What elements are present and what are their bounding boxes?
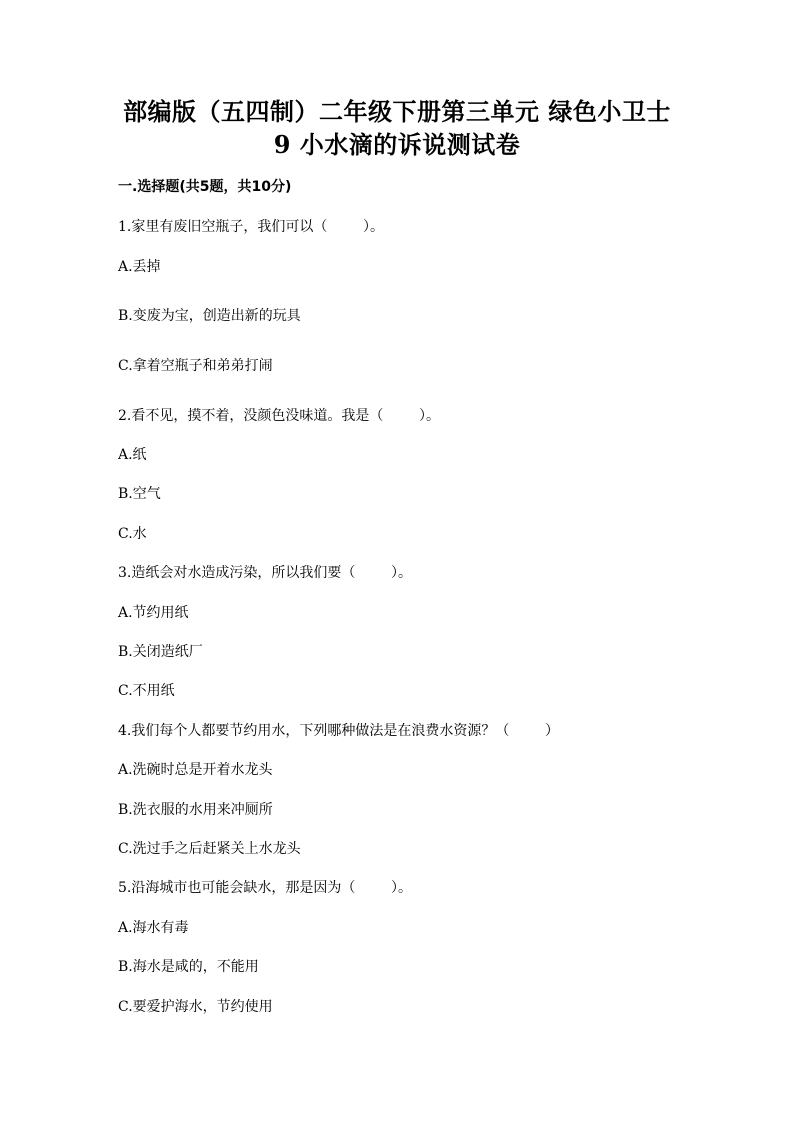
question-3-option-c: C.不用纸 (118, 683, 175, 699)
question-2-stem: 2.看不见，摸不着，没颜色没味道。我是（ ）。 (118, 408, 440, 424)
question-2-option-c: C.水 (118, 526, 147, 542)
question-4-option-c: C.洗过手之后赶紧关上水龙头 (118, 841, 301, 857)
question-5-option-b: B.海水是咸的，不能用 (118, 959, 259, 975)
question-4-option-b: B.洗衣服的水用来冲厕所 (118, 802, 273, 818)
question-1-option-a: A.丢掉 (118, 259, 161, 275)
question-5-stem: 5.沿海城市也可能会缺水，那是因为（ ）。 (118, 880, 412, 896)
question-1-option-b: B.变废为宝，创造出新的玩具 (118, 308, 301, 324)
question-2-option-a: A.纸 (118, 447, 147, 463)
question-3-stem: 3.造纸会对水造成污染，所以我们要（ ）。 (118, 565, 412, 581)
question-5-option-c: C.要爱护海水，节约使用 (118, 999, 273, 1015)
question-2-option-b: B.空气 (118, 486, 161, 502)
question-4-stem: 4.我们每个人都要节约用水，下列哪种做法是在浪费水资源？（ ） (118, 723, 559, 739)
question-3-option-a: A.节约用纸 (118, 605, 189, 621)
document-title-line-1: 部编版（五四制）二年级下册第三单元 绿色小卫士 (123, 97, 671, 126)
document-title-line-2: 9 小水滴的诉说测试卷 (273, 130, 521, 159)
question-5-option-a: A.海水有毒 (118, 920, 189, 936)
section-heading: 一.选择题(共5题，共10分) (118, 179, 292, 195)
question-1-stem: 1.家里有废旧空瓶子，我们可以（ ）。 (118, 219, 384, 235)
question-3-option-b: B.关闭造纸厂 (118, 644, 203, 660)
question-1-option-c: C.拿着空瓶子和弟弟打闹 (118, 358, 273, 374)
question-4-option-a: A.洗碗时总是开着水龙头 (118, 762, 273, 778)
